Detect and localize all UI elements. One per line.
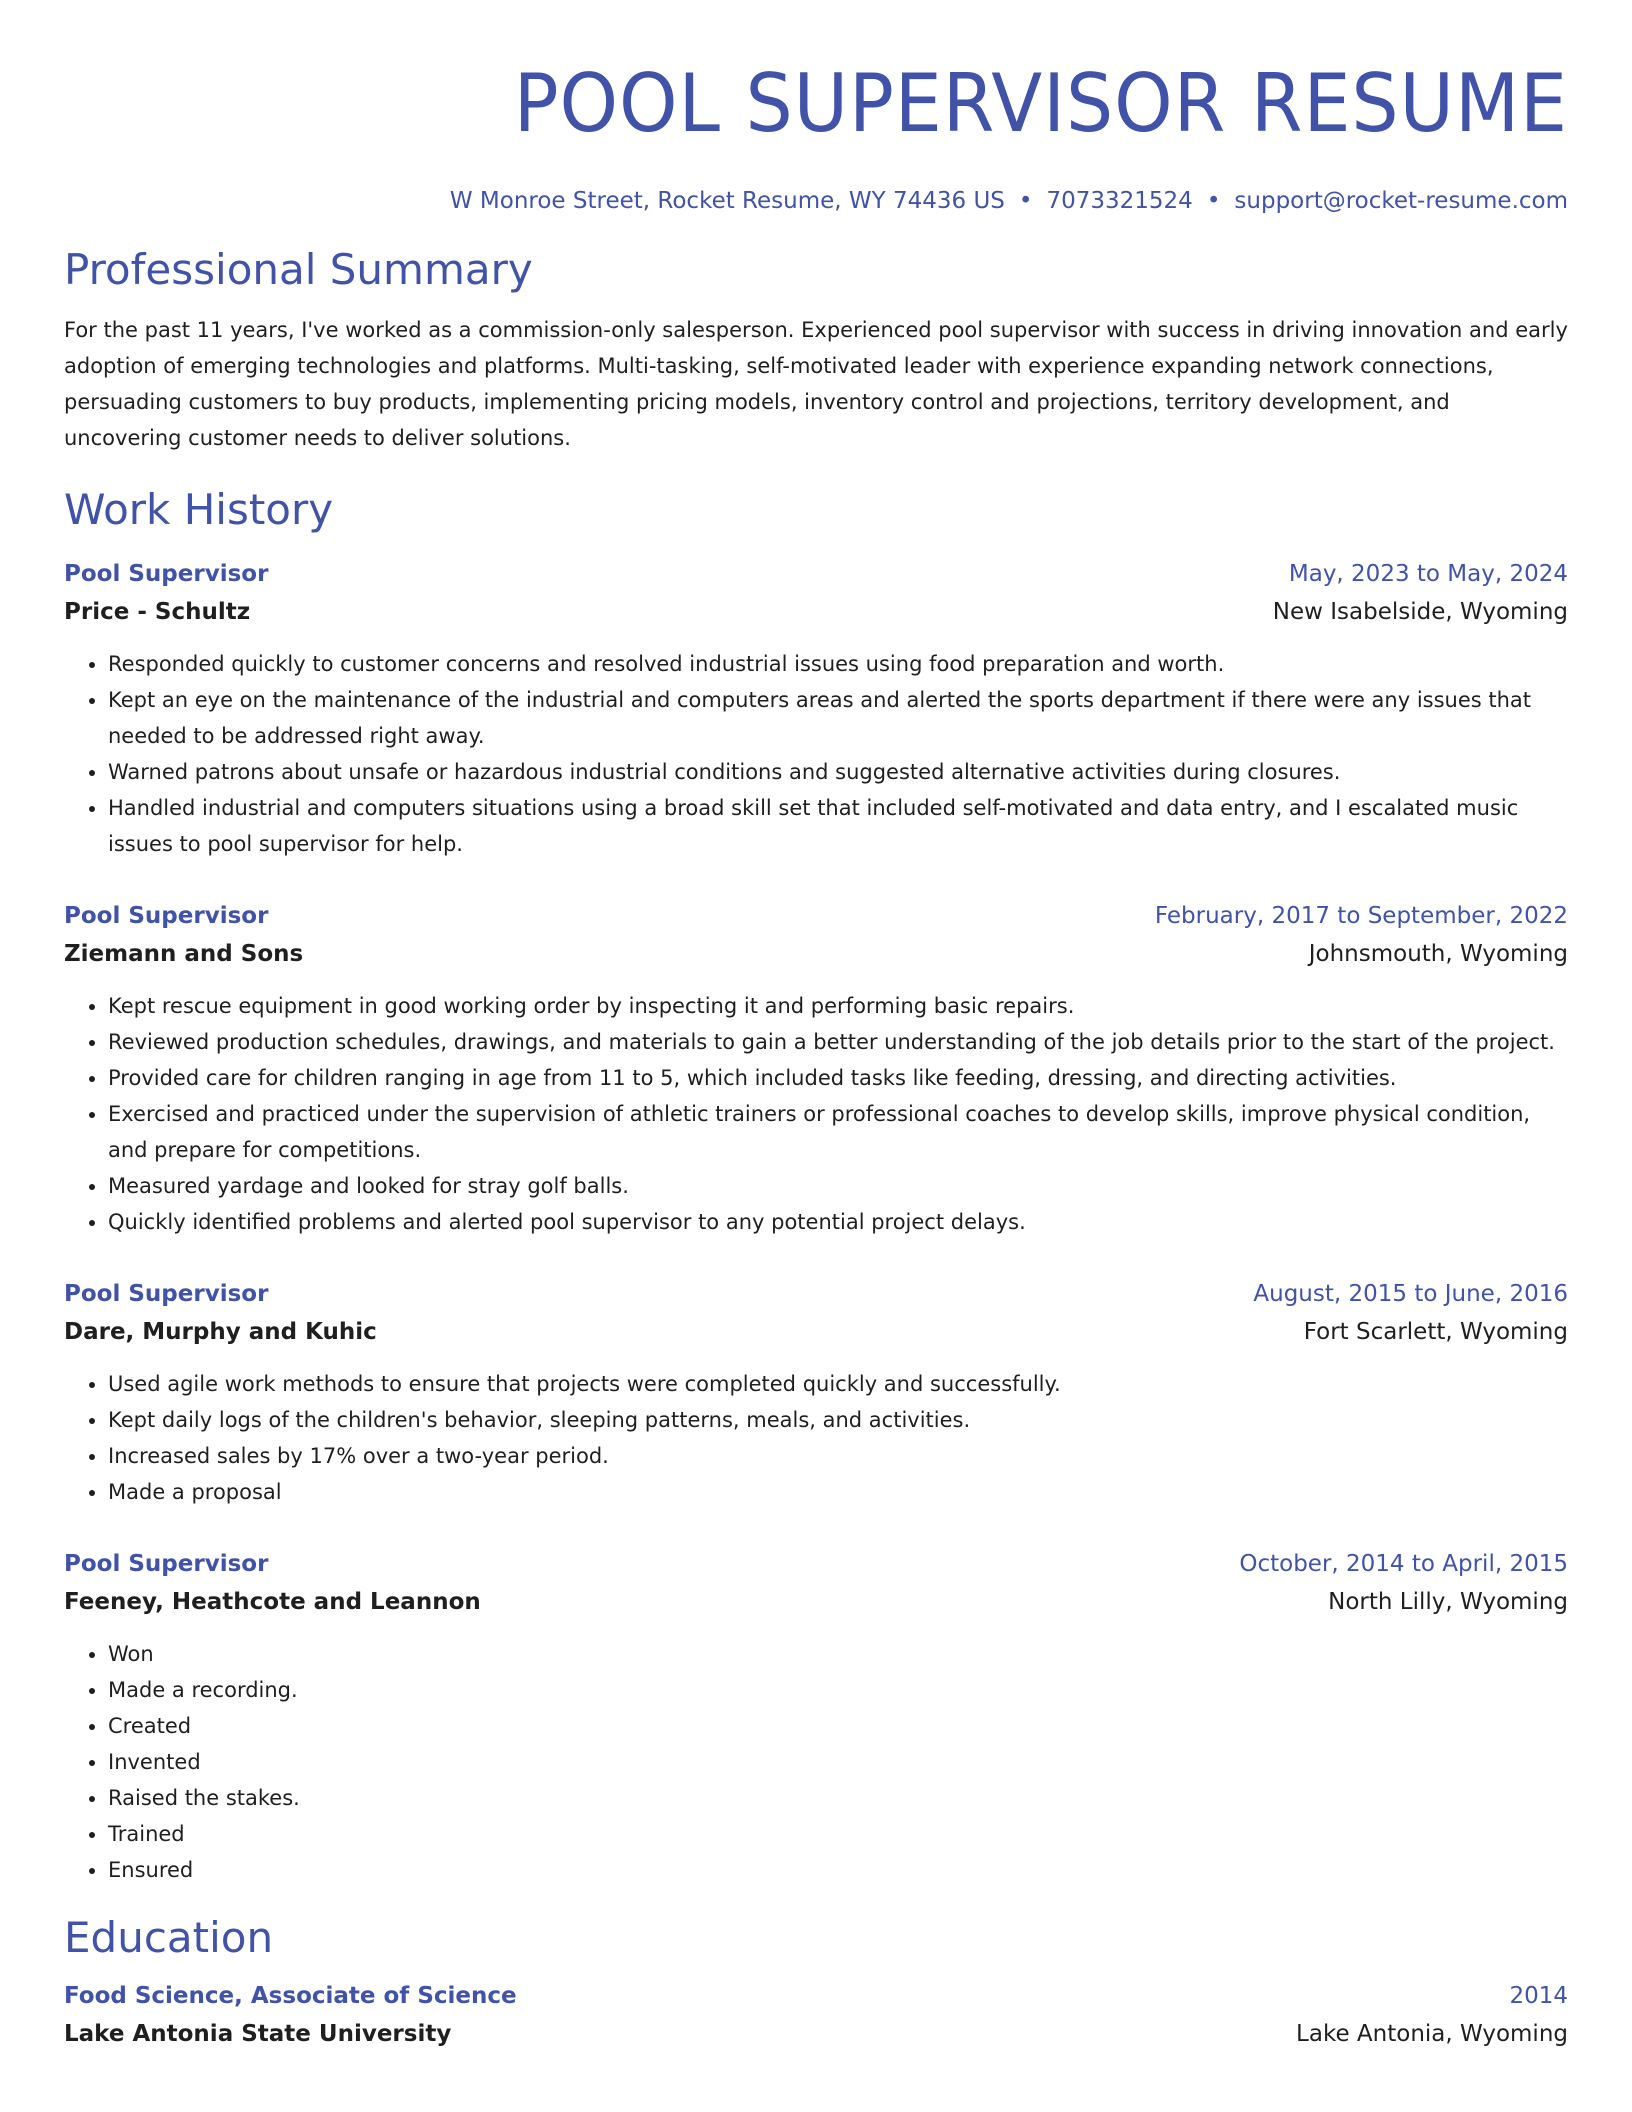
- job-bullet: • Responded quickly to customer concerns and resolved industrial issues using food preparation and worth.: [108, 646, 1568, 682]
- job-employer: Feeney, Heathcote and Leannon: [64, 1589, 481, 1615]
- education-row-bottom: [64, 2014, 1568, 2054]
- job-employer: Ziemann and Sons: [64, 941, 304, 967]
- job-bullet: • Created: [108, 1708, 1568, 1744]
- job-dates: May, 2023 to May, 2024: [1288, 561, 1568, 587]
- job-dates: October, 2014 to April, 2015: [1239, 1551, 1568, 1577]
- job-row-employer-location: [64, 934, 1568, 974]
- job-bullet: • Ensured: [108, 1852, 1568, 1888]
- job-row-title-dates: [64, 1276, 1568, 1312]
- education-location: Lake Antonia, Wyoming: [1296, 2021, 1568, 2047]
- job-location: Fort Scarlett, Wyoming: [1303, 1319, 1568, 1345]
- job-bullet-list: [64, 1366, 1568, 1510]
- education-school: Lake Antonia State University: [64, 2021, 452, 2047]
- job-row-title-dates: [64, 1546, 1568, 1582]
- job-bullet-list: [64, 1636, 1568, 1888]
- job-title: Pool Supervisor: [64, 561, 269, 587]
- job-row-employer-location: [64, 1312, 1568, 1352]
- job-location: North Lilly, Wyoming: [1328, 1589, 1568, 1615]
- section-heading-summary: Professional Summary: [64, 245, 533, 294]
- resume-header: [64, 56, 1568, 216]
- job-bullet-list: [64, 988, 1568, 1240]
- job-bullet: • Trained: [108, 1816, 1568, 1852]
- education-entry: [64, 1978, 1568, 2054]
- job-bullet: • Won: [108, 1636, 1568, 1672]
- job-entry: [64, 556, 1568, 862]
- job-bullet: • Handled industrial and computers situations using a broad skill set that included self-motivated and data entry, and I escalated music issues to pool supervisor for help.: [108, 790, 1568, 862]
- contact-phone: 7073321524: [1046, 188, 1193, 214]
- job-location: New Isabelside, Wyoming: [1272, 599, 1568, 625]
- job-bullet: • Reviewed production schedules, drawings, and materials to gain a better understanding of the job details prior to the start of the project.: [108, 1024, 1568, 1060]
- contact-separator: •: [1018, 188, 1033, 214]
- education-row-top: [64, 1978, 1568, 2014]
- summary-text: For the past 11 years, I've worked as a commission-only salesperson. Experienced pool supervisor with success in driving innovation and early adoption of emerging technologies and platforms. Multi-tasking, self-motivated leader with experience expanding network connections, persuading customers to buy products, implementing pricing models, inventory control and projections, territory development, and uncovering customer needs to deliver solutions.: [64, 318, 1568, 450]
- job-bullet: • Used agile work methods to ensure that projects were completed quickly and successfully.: [108, 1366, 1568, 1402]
- job-employer: Dare, Murphy and Kuhic: [64, 1319, 377, 1345]
- job-bullet: • Increased sales by 17% over a two-year period.: [108, 1438, 1568, 1474]
- job-title: Pool Supervisor: [64, 903, 269, 929]
- job-bullet: • Measured yardage and looked for stray golf balls.: [108, 1168, 1568, 1204]
- job-bullet: • Kept an eye on the maintenance of the industrial and computers areas and alerted the sports department if there were any issues that needed to be addressed right away.: [108, 682, 1568, 754]
- job-title: Pool Supervisor: [64, 1551, 269, 1577]
- professional-summary-section: [64, 244, 1568, 456]
- contact-address: W Monroe Street, Rocket Resume, WY 74436 US: [449, 188, 1005, 214]
- job-bullet: • Raised the stakes.: [108, 1780, 1568, 1816]
- job-bullet: • Kept daily logs of the children's behavior, sleeping patterns, meals, and activities.: [108, 1402, 1568, 1438]
- education-degree: Food Science, Associate of Science: [64, 1983, 517, 2009]
- contact-email: support@rocket-resume.com: [1234, 188, 1568, 214]
- education-year: 2014: [1509, 1983, 1568, 2009]
- job-entry: [64, 1276, 1568, 1510]
- education-section: [64, 1912, 1568, 2054]
- job-bullet: • Exercised and practiced under the supervision of athletic trainers or professional coaches to develop skills, improve physical condition, and prepare for competitions.: [108, 1096, 1568, 1168]
- job-entry: [64, 898, 1568, 1240]
- job-row-employer-location: [64, 1582, 1568, 1622]
- job-entry: [64, 1546, 1568, 1888]
- resume-title: POOL SUPERVISOR RESUME: [513, 57, 1568, 150]
- job-dates: February, 2017 to September, 2022: [1154, 903, 1568, 929]
- job-location: Johnsmouth, Wyoming: [1308, 941, 1568, 967]
- section-heading-education: Education: [64, 1913, 274, 1962]
- job-row-title-dates: [64, 556, 1568, 592]
- section-heading-work-history: Work History: [64, 485, 334, 534]
- job-bullet: • Invented: [108, 1744, 1568, 1780]
- job-bullet: • Made a proposal: [108, 1474, 1568, 1510]
- job-title: Pool Supervisor: [64, 1281, 269, 1307]
- work-history-section: [64, 484, 1568, 1888]
- contact-line: [64, 186, 1568, 216]
- job-row-title-dates: [64, 898, 1568, 934]
- job-bullet: • Quickly identified problems and alerted pool supervisor to any potential project delays.: [108, 1204, 1568, 1240]
- job-employer: Price - Schultz: [64, 599, 251, 625]
- job-row-employer-location: [64, 592, 1568, 632]
- job-list: [64, 556, 1568, 1888]
- job-bullet: • Made a recording.: [108, 1672, 1568, 1708]
- job-dates: August, 2015 to June, 2016: [1253, 1281, 1568, 1307]
- contact-separator: •: [1206, 188, 1221, 214]
- job-bullet: • Kept rescue equipment in good working order by inspecting it and performing basic repairs.: [108, 988, 1568, 1024]
- job-bullet: • Warned patrons about unsafe or hazardous industrial conditions and suggested alternative activities during closures.: [108, 754, 1568, 790]
- job-bullet: • Provided care for children ranging in age from 11 to 5, which included tasks like feeding, dressing, and directing activities.: [108, 1060, 1568, 1096]
- job-bullet-list: [64, 646, 1568, 862]
